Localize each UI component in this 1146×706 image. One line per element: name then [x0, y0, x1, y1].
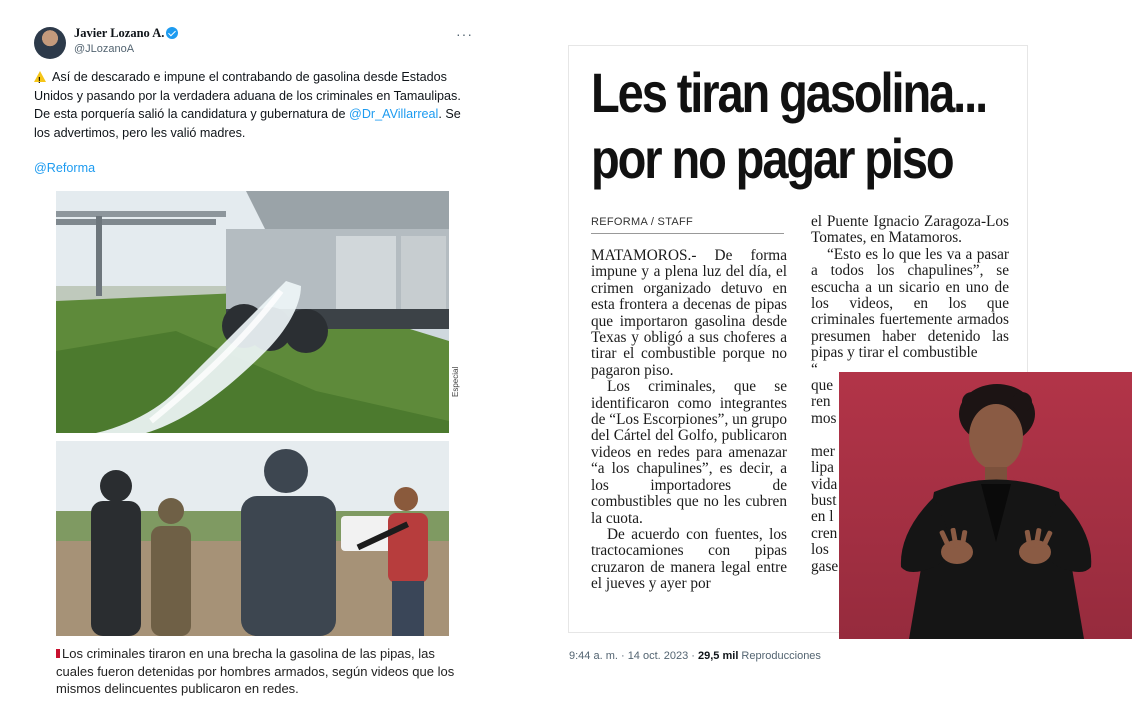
photo-credit: Especial	[451, 366, 460, 397]
fragment-line: mos	[811, 409, 837, 427]
mention-link-villarreal[interactable]: @Dr_AVillarreal	[349, 107, 439, 121]
timestamp-text: 9:44 a. m. · 14 oct. 2023 ·	[569, 650, 699, 662]
views-count: 29,5 mil	[698, 650, 739, 662]
tweet	[0, 0, 480, 706]
newspaper-photo-card[interactable]	[35, 185, 463, 700]
views-label: Reproducciones	[738, 650, 821, 662]
fragment-line: en l	[811, 508, 834, 526]
tweet-text-part1: Así de descarado e impune el contrabando de gasolina desde Estados Unidos y pasando por la verdadera aduana de los criminales en Tamaulipas. De esta porquería salió la candidatura y gubernatura de	[34, 70, 461, 121]
tweet-text-part2: . Se los advertimos, pero les valió madres.	[34, 107, 461, 140]
byline: REFORMA / STAFF	[591, 216, 694, 228]
fragment-line: bust	[811, 491, 837, 509]
caption-text: Los criminales tiraron en una brecha la gasolina de las pipas, las cuales fueron detenidas por hombres armados, según videos que los mismos delincuentes publicaron en redes.	[56, 646, 455, 697]
caption-marker	[56, 649, 60, 658]
article-column-1	[591, 248, 787, 593]
author-name[interactable]: Javier Lozano A.	[74, 26, 165, 40]
post-timestamp[interactable]	[569, 650, 821, 662]
article-paragraph: el Puente Ignacio Zaragoza-Los Tomates, en Matamoros.	[811, 213, 1009, 247]
article-paragraph: MATAMOROS.- De forma impune y a plena luz del día, el crimen organizado detuvo en esta frontera a decenas de pipas que importaron gasolina desde Texas y obligó a sus choferes a tirar el combustible porque no pagaron piso.	[591, 247, 787, 379]
fragment-line: los	[811, 541, 829, 559]
article-paragraph: Los criminales, que se identificaron como integrantes de “Los Escorpiones”, un grupo del Cártel del Golfo, publicaron videos en redes para amenazar “a los chapulines”, es decir, a los importadores de combustibles que no les cubren la cuota.	[591, 378, 787, 527]
verified-badge-icon	[166, 27, 178, 39]
fragment-line: “	[811, 360, 818, 378]
fragment-line: gase	[811, 557, 839, 575]
fragment-line: cren	[811, 524, 838, 542]
headline	[591, 60, 987, 192]
article-paragraph: “Esto es lo que les va a pasar a todos los chapulines”, se escucha a un sicario en uno de los videos, en los que criminales fuertemente armados presumen haber detenido las pipas y tirar el combustible	[811, 245, 1009, 362]
truck-dumping-photo	[56, 191, 449, 433]
sign-language-interpreter-video	[839, 372, 1132, 639]
author-handle[interactable]: @JLozanoA	[74, 43, 135, 55]
fragment-line: vida	[811, 475, 838, 493]
byline-divider	[591, 233, 784, 234]
fragment-line: ren	[811, 393, 831, 411]
warning-icon	[34, 71, 46, 82]
tweet-text	[34, 68, 474, 142]
headline-line-1: Les tiran gasolina...	[591, 61, 987, 124]
article-paragraph: De acuerdo con fuentes, los tractocamiones con pipas cruzaron de manera legal entre el jueves y ayer por	[591, 525, 787, 593]
avatar[interactable]	[34, 27, 66, 59]
more-options-icon[interactable]: ···	[456, 26, 473, 42]
fragment-line: lipa	[811, 459, 834, 477]
fragment-line: mer	[811, 442, 835, 460]
fragment-line: que	[811, 377, 834, 395]
photo-caption	[56, 645, 456, 698]
armed-men-photo	[56, 441, 449, 636]
mention-link-reforma[interactable]: @Reforma	[34, 161, 96, 175]
headline-line-2: por no pagar piso	[591, 127, 953, 190]
